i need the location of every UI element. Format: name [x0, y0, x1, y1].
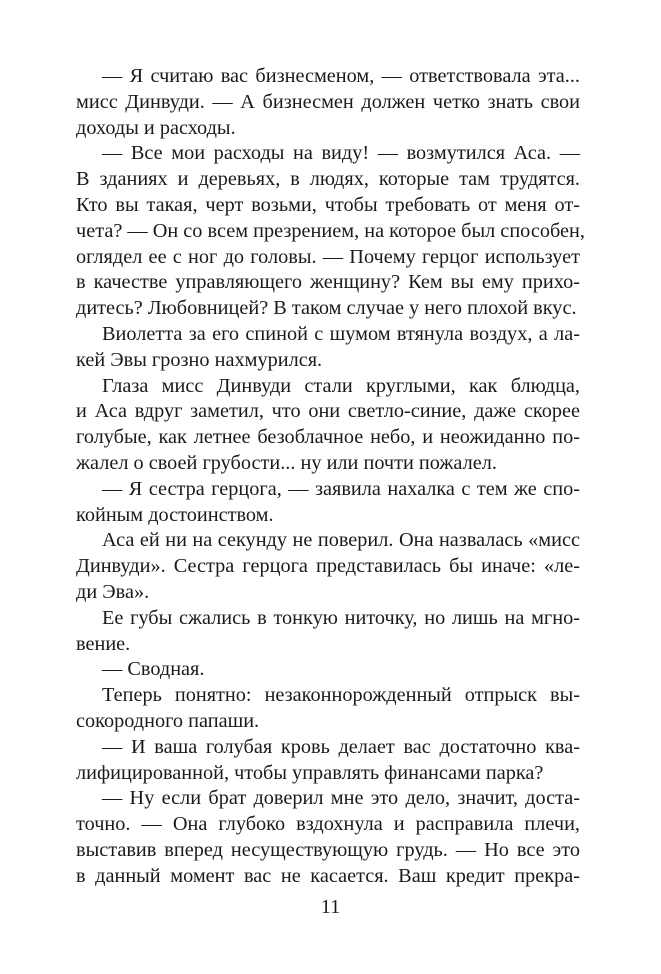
text-line: Динвуди». Сестра герцога представилась бы иначе: «ле-	[76, 555, 580, 578]
text-line: — Я сестра герцога, — заявила нахалка с тем же спо-	[102, 477, 580, 500]
text-line: Кто вы такая, черт возьми, чтобы требовать от меня от-	[76, 193, 580, 216]
text-line: Виолетта за его спиной с шумом втянула воздух, а ла-	[102, 322, 580, 345]
text-line: точно. — Она глубоко вздохнула и расправила плечи,	[76, 813, 580, 836]
text-line: чета? — Он со всем презрением, на которое был способен,	[76, 219, 585, 242]
text-line: в качестве управляющего женщину? Кем вы ему прихо-	[76, 271, 580, 294]
text-line: и Аса вдруг заметил, что они светло-синие, даже скорее	[76, 400, 580, 423]
text-line: — И ваша голубая кровь делает вас достаточно ква-	[102, 735, 580, 758]
text-line: оглядел ее с ног до головы. — Почему герцог использует	[76, 245, 580, 268]
text-line: — Сводная.	[102, 658, 205, 681]
text-line: Ее губы сжались в тонкую ниточку, но лишь на мгно-	[102, 606, 580, 629]
text-line: лифицированной, чтобы управлять финансами парка?	[76, 761, 544, 784]
text-line: дитесь? Любовницей? В таком случае у него плохой вкус.	[76, 297, 577, 320]
text-line: мисс Динвуди. — А бизнесмен должен четко знать свои	[76, 90, 580, 113]
text-line: сокородного папаши.	[76, 709, 260, 732]
text-line: вение.	[76, 632, 131, 655]
page-number: 11	[320, 896, 341, 918]
text-line: Теперь понятно: незаконнорожденный отпрыск вы-	[102, 684, 580, 707]
text-line: Аса ей ни на секунду не поверил. Она назвалась «мисс	[102, 529, 580, 552]
text-line: доходы и расходы.	[76, 116, 236, 139]
text-line: ди Эва».	[76, 580, 150, 603]
text-line: — Я считаю вас бизнесменом, — ответствовала эта...	[102, 65, 580, 87]
text-line: голубые, как летнее безоблачное небо, и неожиданно по-	[76, 426, 580, 449]
text-line: — Все мои расходы на виду! — возмутился Аса. —	[102, 142, 580, 165]
text-line: — Ну если брат доверил мне это дело, значит, доста-	[102, 787, 580, 810]
text-line: жалел о своей грубости... ну или почти пожалел.	[76, 451, 497, 474]
text-line: Глаза мисс Динвуди стали круглыми, как блюдца,	[102, 374, 580, 397]
text-line: выставив вперед несуществующую грудь. — Но все это	[76, 838, 580, 861]
body-text	[76, 64, 585, 890]
text-line: в данный момент вас не касается. Ваш кредит прекра-	[76, 864, 580, 887]
text-line: кей Эвы грозно нахмурился.	[76, 348, 323, 371]
text-line: койным достоинством.	[76, 503, 274, 526]
text-line: В зданиях и деревьях, в людях, которые там трудятся.	[76, 168, 580, 191]
